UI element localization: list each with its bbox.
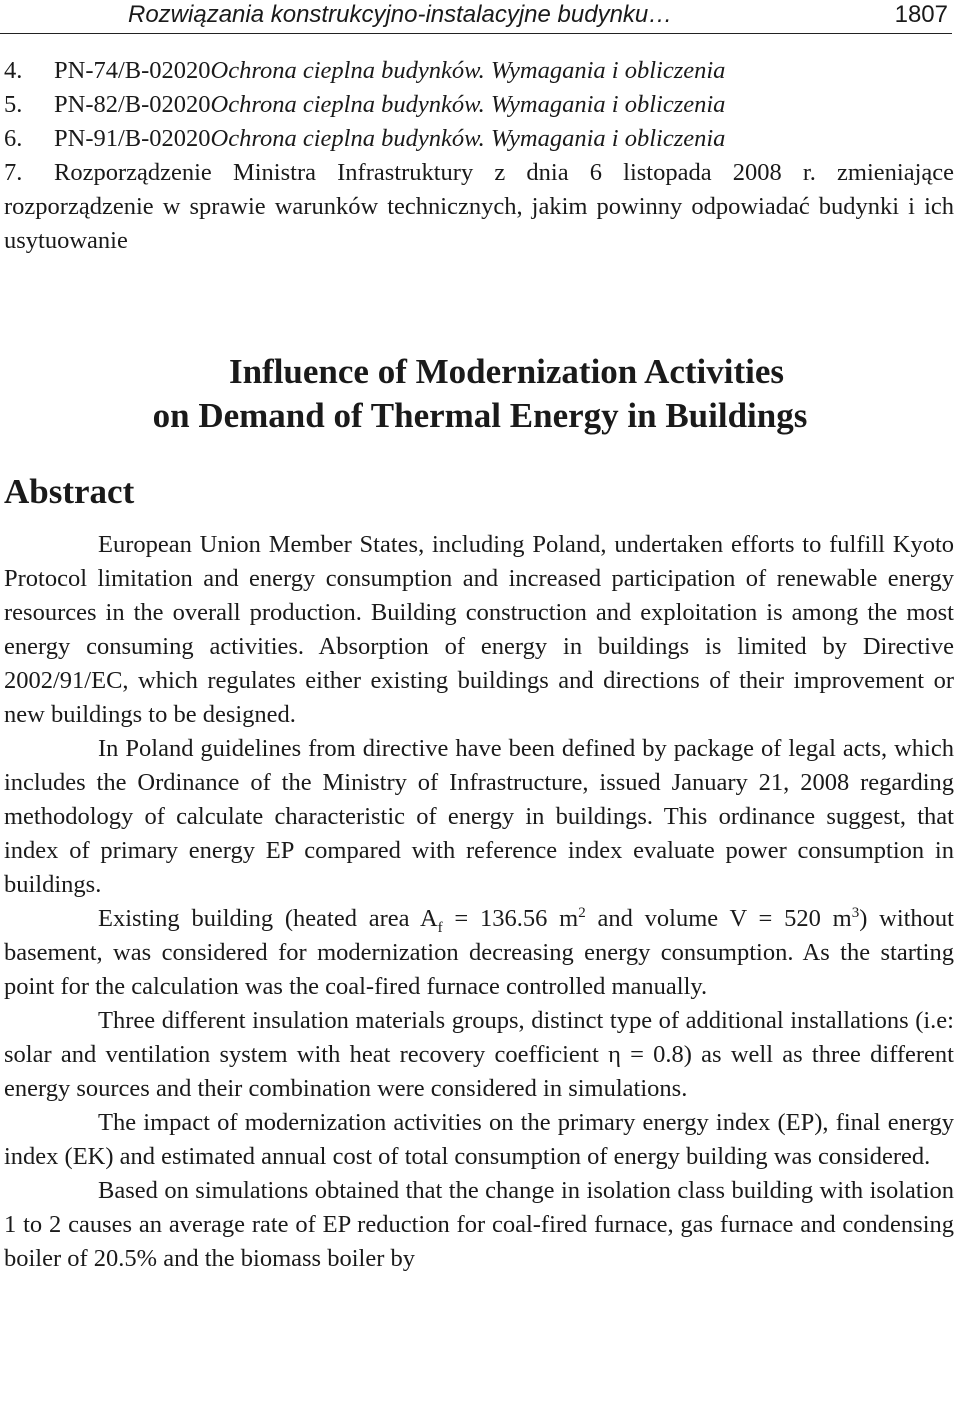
- reference-standard-code: PN-82/B-02020: [54, 91, 211, 118]
- reference-text: Rozporządzenie Ministra Infrastruktury z dnia 6 listopada 2008 r. zmieniające rozporządzenie w sprawie warunków technicznych, jakim powinny odpowiadać budynki i ich usytuowanie: [4, 159, 954, 254]
- reference-number: 6.: [4, 125, 23, 152]
- paragraph-text: Existing building (heated area A: [98, 905, 438, 932]
- superscript: 3: [851, 904, 860, 921]
- reference-item: [4, 156, 954, 258]
- subscript: f: [437, 919, 443, 936]
- abstract-paragraph: Based on simulations obtained that the change in isolation class building with isolation 1 to 2 causes an average rate of EP reduction for coal-fired furnace, gas furnace and condensing boiler of 20.5% and the biomass boiler by: [4, 1177, 954, 1272]
- running-header-title: Rozwiązania konstrukcyjno-instalacyjne budynku…: [128, 1, 673, 28]
- article-title-line-1: Influence of Modernization Activities: [228, 352, 785, 391]
- reference-title: Ochrona cieplna budynków. Wymagania i obliczenia: [210, 91, 726, 118]
- superscript: 2: [578, 904, 586, 921]
- reference-title: Ochrona cieplna budynków. Wymagania i obliczenia: [210, 125, 726, 152]
- abstract-paragraph: [4, 902, 954, 1004]
- reference-item: [4, 88, 954, 122]
- abstract-paragraph: The impact of modernization activities on the primary energy index (EP), final energy index (EK) and estimated annual cost of total consumption of energy building was considered.: [4, 1109, 954, 1170]
- article-title-line-2: on Demand of Thermal Energy in Buildings: [152, 396, 808, 435]
- page-number: 1807: [894, 1, 948, 28]
- abstract-paragraph: In Poland guidelines from directive have been defined by package of legal acts, which includes the Ordinance of the Ministry of Infrastructure, issued January 21, 2008 regarding methodology of calculate characteristic of energy in buildings. This ordinance suggest, that index of primary energy EP compared with reference index evaluate power consumption in buildings.: [4, 735, 954, 898]
- reference-title: Ochrona cieplna budynków. Wymagania i obliczenia: [210, 57, 726, 84]
- running-header: [0, 0, 960, 34]
- header-rule: [0, 33, 952, 34]
- abstract-body: [4, 528, 954, 1276]
- reference-number: 4.: [4, 57, 23, 84]
- reference-list: [4, 54, 954, 258]
- paragraph-text: = 136.56 m: [442, 905, 579, 932]
- reference-number: 7.: [4, 159, 23, 186]
- reference-item: [4, 54, 954, 88]
- abstract-paragraph: European Union Member States, including Poland, undertaken efforts to fulfill Kyoto Protocol limitation and energy consumption and increased participation of renewable energy resources in the overall production. Building construction and exploitation is among the most energy consuming activities. Absorption of energy in buildings is limited by Directive 2002/91/EC, which regulates either existing buildings and directions of their improvement or new buildings to be designed.: [4, 531, 954, 728]
- reference-standard-code: PN-74/B-02020: [54, 57, 211, 84]
- abstract-heading: Abstract: [4, 472, 135, 511]
- paragraph-text: ) without basement, was considered for modernization decreasing energy consumption. As the starting point for the calculation was the coal-fired furnace controlled manually.: [4, 905, 954, 1000]
- reference-number: 5.: [4, 91, 23, 118]
- article-title: [0, 350, 960, 438]
- reference-item: [4, 122, 954, 156]
- reference-standard-code: PN-91/B-02020: [54, 125, 211, 152]
- abstract-paragraph: Three different insulation materials groups, distinct type of additional installations (i.e: solar and ventilation system with heat recovery coefficient η = 0.8) as well as three different energy sources and their combination were considered in simulations.: [4, 1007, 954, 1102]
- paragraph-text: and volume V = 520 m: [585, 905, 852, 932]
